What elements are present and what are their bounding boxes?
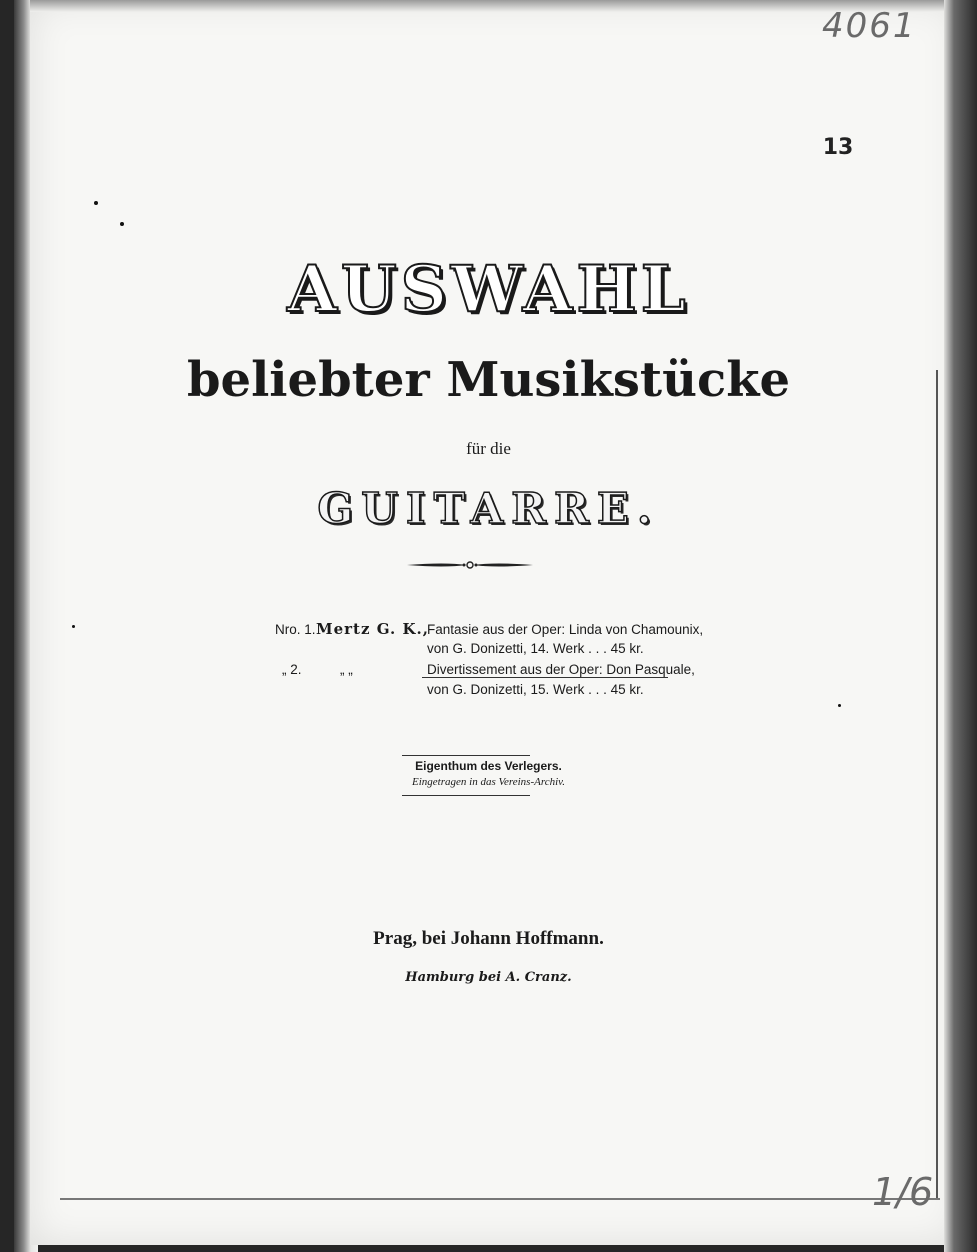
description-underline bbox=[422, 677, 668, 678]
speck bbox=[94, 201, 98, 205]
speck bbox=[838, 704, 841, 707]
border-line-bottom bbox=[60, 1198, 940, 1200]
publisher: Prag, bei Johann Hoffmann. bbox=[373, 928, 604, 949]
work-number: „ 2. bbox=[282, 662, 302, 677]
distributor: Hamburg bei A. Cranz. bbox=[405, 970, 572, 985]
subtitle: beliebter Musikstücke bbox=[186, 352, 791, 408]
ownership-line: Eigenthum des Verlegers. bbox=[415, 759, 562, 773]
title: AUSWAHL bbox=[287, 252, 690, 327]
work-details: von G. Donizetti, 15. Werk . . . 45 kr. bbox=[427, 682, 644, 697]
pencil-fraction: 1/6 bbox=[872, 1170, 934, 1214]
page-right-edge bbox=[944, 0, 977, 1252]
ownership-rule-top bbox=[402, 755, 530, 756]
registration-line: Eingetragen in das Vereins-Archiv. bbox=[412, 776, 565, 788]
ownership-rule-bottom bbox=[402, 795, 530, 796]
work-details: von G. Donizetti, 14. Werk . . . 45 kr. bbox=[427, 641, 644, 656]
work-composer-ditto: „ „ bbox=[340, 662, 353, 677]
work-composer: Mertz G. K., bbox=[316, 620, 429, 638]
work-description: Divertissement aus der Oper: Don Pasquale, bbox=[427, 662, 695, 677]
pencil-catalog-number: 4061 bbox=[822, 6, 917, 46]
for-label: für die bbox=[466, 439, 511, 458]
ornament-divider bbox=[405, 558, 535, 572]
speck bbox=[120, 222, 124, 226]
speck bbox=[72, 625, 75, 628]
page-top-edge bbox=[30, 0, 960, 12]
instrument-title: GUITARRE. bbox=[317, 484, 660, 533]
ink-mark: 13 bbox=[822, 135, 854, 160]
work-description: Fantasie aus der Oper: Linda von Chamounix, bbox=[427, 622, 704, 637]
work-number: Nro. 1. bbox=[275, 622, 316, 637]
